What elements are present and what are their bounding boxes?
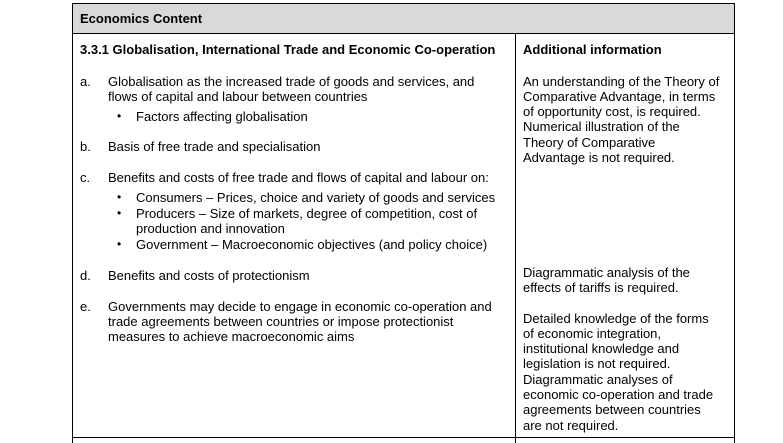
info-a-line-1: An understanding of the Theory of [523,74,720,89]
item-e-line-1: Governments may decide to engage in economic co-operation and [108,299,492,314]
item-e-line-3: measures to achieve macroeconomic aims [108,329,355,344]
bullet-icon: • [117,206,122,220]
info-e-line-6: economic co-operation and trade [523,387,714,402]
info-e-line-4: legislation is not required. [523,356,671,371]
info-a-line-5: Theory of Comparative [523,135,656,150]
info-a-line-3: of opportunity cost, is required. [523,104,701,119]
item-a-line-1: Globalisation as the increased trade of goods and services, and [108,74,475,89]
item-c-bullet-3: Government – Macroeconomic objectives (and policy choice) [136,237,488,252]
item-d-line-1: Benefits and costs of protectionism [108,268,310,283]
item-b-line-1: Basis of free trade and specialisation [108,139,321,154]
info-e-line-2: of economic integration, [523,326,662,341]
info-e-line-8: are not required. [523,418,619,433]
info-a-line-6: Advantage is not required. [523,150,675,165]
info-d-line-2: effects of tariffs is required. [523,280,679,295]
left-column-heading: 3.3.1 Globalisation, International Trade and Economic Co-operation [80,42,496,57]
item-letter-e: e. [80,299,91,314]
bullet-icon: • [117,237,122,251]
table-bottom-rule [73,437,734,438]
bullet-icon: • [117,190,122,204]
info-a-line-4: Numerical illustration of the [523,119,680,134]
info-e-line-5: Diagrammatic analyses of [523,372,673,387]
item-e-line-2: trade agreements between countries or impose protectionist [108,314,454,329]
info-a-line-2: Comparative Advantage, in terms [523,89,716,104]
info-e-line-3: institutional knowledge and [523,341,680,356]
content-table [72,3,735,443]
item-c-bullet-2-line-1: Producers – Size of markets, degree of competition, cost of [136,206,478,221]
item-c-bullet-1: Consumers – Prices, choice and variety of goods and services [136,190,496,205]
item-letter-a: a. [80,74,91,89]
info-e-line-7: agreements between countries [523,402,701,417]
table-title: Economics Content [80,11,203,26]
item-a-line-2: flows of capital and labour between countries [108,89,368,104]
info-d-line-1: Diagrammatic analysis of the [523,265,690,280]
item-c-line-1: Benefits and costs of free trade and flows of capital and labour on: [108,170,489,185]
item-letter-d: d. [80,268,91,283]
table-header-row [73,4,734,34]
item-a-bullet-1: Factors affecting globalisation [136,109,308,124]
item-c-bullet-2-line-2: production and innovation [136,221,285,236]
item-letter-b: b. [80,139,91,154]
column-divider [515,34,516,443]
bullet-icon: • [117,109,122,123]
info-e-line-1: Detailed knowledge of the forms [523,311,709,326]
right-column-heading: Additional information [523,42,662,57]
item-letter-c: c. [80,170,91,185]
